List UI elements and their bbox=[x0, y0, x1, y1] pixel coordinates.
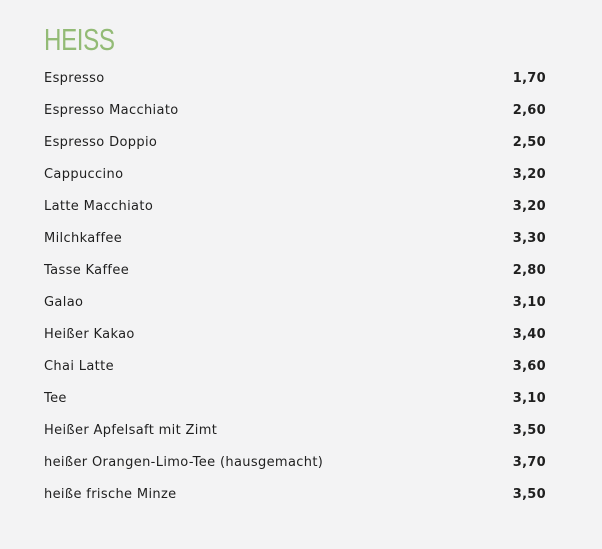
section-title: HEISS bbox=[44, 22, 115, 57]
menu-item bbox=[44, 222, 546, 254]
item-price: 3,30 bbox=[512, 230, 546, 246]
item-price: 3,40 bbox=[512, 326, 546, 342]
item-price: 2,60 bbox=[512, 102, 546, 118]
item-name: heißer Orangen-Limo-Tee (hausgemacht) bbox=[44, 454, 324, 470]
item-name: Espresso Doppio bbox=[44, 134, 158, 150]
menu-item bbox=[44, 286, 546, 318]
item-price: 3,50 bbox=[512, 486, 546, 502]
menu-item bbox=[44, 446, 546, 478]
item-name: Heißer Kakao bbox=[44, 326, 135, 342]
item-name: Cappuccino bbox=[44, 166, 124, 182]
item-price: 2,50 bbox=[512, 134, 546, 150]
menu-list bbox=[44, 62, 546, 510]
item-name: Galao bbox=[44, 294, 84, 310]
menu-item bbox=[44, 478, 546, 510]
menu-item bbox=[44, 382, 546, 414]
item-price: 3,10 bbox=[512, 294, 546, 310]
item-name: Chai Latte bbox=[44, 358, 114, 374]
menu-item bbox=[44, 158, 546, 190]
menu-item bbox=[44, 126, 546, 158]
menu-item bbox=[44, 94, 546, 126]
item-name: Tee bbox=[44, 390, 67, 406]
item-price: 3,20 bbox=[512, 166, 546, 182]
menu-item bbox=[44, 254, 546, 286]
item-name: Milchkaffee bbox=[44, 230, 123, 246]
item-name: Espresso Macchiato bbox=[44, 102, 179, 118]
item-price: 3,70 bbox=[512, 454, 546, 470]
item-name: Heißer Apfelsaft mit Zimt bbox=[44, 422, 218, 438]
menu-item bbox=[44, 318, 546, 350]
item-price: 3,10 bbox=[512, 390, 546, 406]
item-price: 2,80 bbox=[512, 262, 546, 278]
item-name: Espresso bbox=[44, 70, 105, 86]
item-name: Latte Macchiato bbox=[44, 198, 154, 214]
item-name: Tasse Kaffee bbox=[44, 262, 130, 278]
item-price: 3,20 bbox=[512, 198, 546, 214]
item-price: 3,50 bbox=[512, 422, 546, 438]
menu-item bbox=[44, 350, 546, 382]
item-price: 3,60 bbox=[512, 358, 546, 374]
menu-item bbox=[44, 190, 546, 222]
menu-item bbox=[44, 62, 546, 94]
menu-item bbox=[44, 414, 546, 446]
item-name: heiße frische Minze bbox=[44, 486, 177, 502]
item-price: 1,70 bbox=[512, 70, 546, 86]
